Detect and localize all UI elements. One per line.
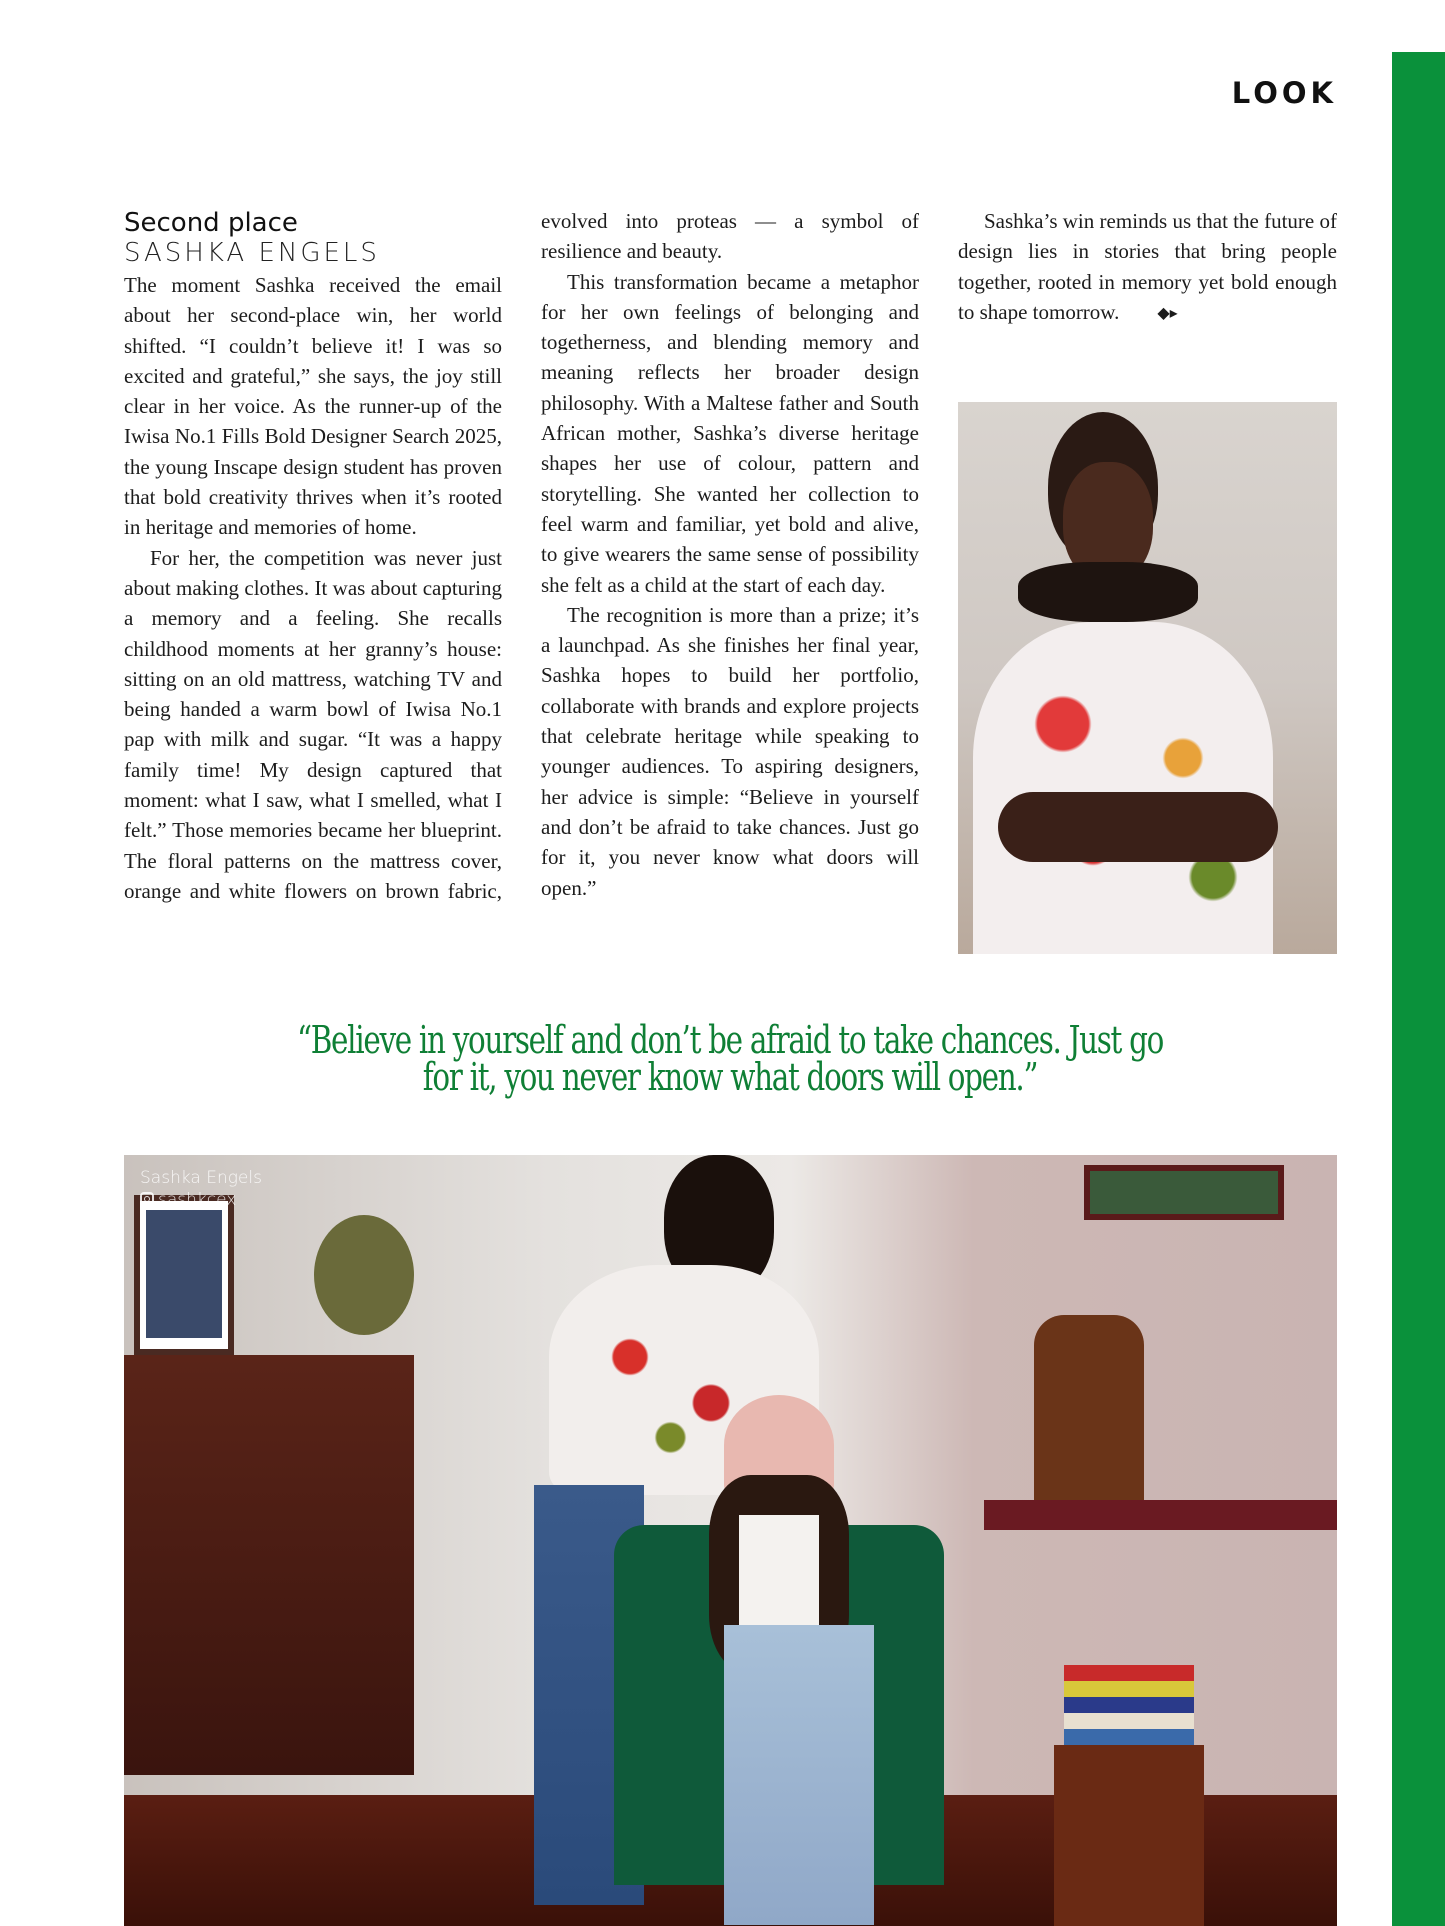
group-photo xyxy=(124,1155,1337,1926)
instagram-icon xyxy=(140,1192,154,1206)
photo-caption xyxy=(140,1167,262,1211)
designer-name: SASHKA ENGELS xyxy=(124,238,380,268)
portrait-photo xyxy=(958,402,1337,954)
pull-quote: “Believe in yourself and don’t be afraid to take chances. Just go for it, you never know what doors will open.” xyxy=(296,1018,1164,1099)
section-label: LOOK xyxy=(1231,76,1337,110)
green-side-bar xyxy=(1392,52,1445,1926)
closing-text: Sashka’s win reminds us that the future of design lies in stories that bring people together, rooted in memory yet bold enough to shape tomorrow. xyxy=(958,209,1337,324)
article-kicker: Second place xyxy=(124,208,298,238)
instagram-handle: sashkcex xyxy=(158,1190,237,1210)
end-mark-icon: ◆▸ xyxy=(1157,304,1178,322)
paragraph: This transformation became a metaphor for her own feelings of belonging and togetherness, and blending memory and meaning reflects her broader design philosophy. With a Maltese father and South African mother, Sashka’s diverse heritage shapes her use of colour, pattern and storytelling. She wanted her collection to feel warm and familiar, yet bold and alive, to give wearers the same sense of possibility she felt as a child at the start of each day. xyxy=(541,269,919,597)
closing-paragraph xyxy=(958,206,1337,329)
caption-instagram xyxy=(140,1189,262,1211)
paragraph: The recognition is more than a prize; it’s a launchpad. As she finishes her final year, Sashka hopes to build her portfolio, collaborate with brands and explore projects that celebrate heritage while speaking to younger audiences. To aspiring designers, her advice is simple: “Believe in yourself and don’t be afraid to take chances. Just go for it, you never know what doors will open.” xyxy=(541,602,919,900)
article-body xyxy=(124,206,919,966)
caption-name: Sashka Engels xyxy=(140,1168,262,1188)
paragraph: The moment Sashka received the email about her second-place win, her world shifted. “I couldn’t believe it! I was so excited and grateful,” she says, the joy still clear in her voice. As the runner-up of the Iwisa No.1 Fills Bold Designer Search 2025, the young Inscape design student has proven that bold creativity thrives when it’s rooted in heritage and memories of home. xyxy=(124,273,502,540)
paragraph: For her, the competition was never just about making clothes. It was about capturing a memory and a feeling. She recalls childhood moments at her granny’s house: sitting on an old mattress, watching TV and being handed a warm bowl of Iwisa No.1 pap with milk and sugar. “It was a happy family time! My design captured that moment: what I saw, what I smelled, what I felt.” Those memories became her blueprint. The floral patterns on the mattress cover, orange and white flowers on brown fabric, evolved into proteas — a symbol of resilience and beauty. xyxy=(124,209,919,903)
